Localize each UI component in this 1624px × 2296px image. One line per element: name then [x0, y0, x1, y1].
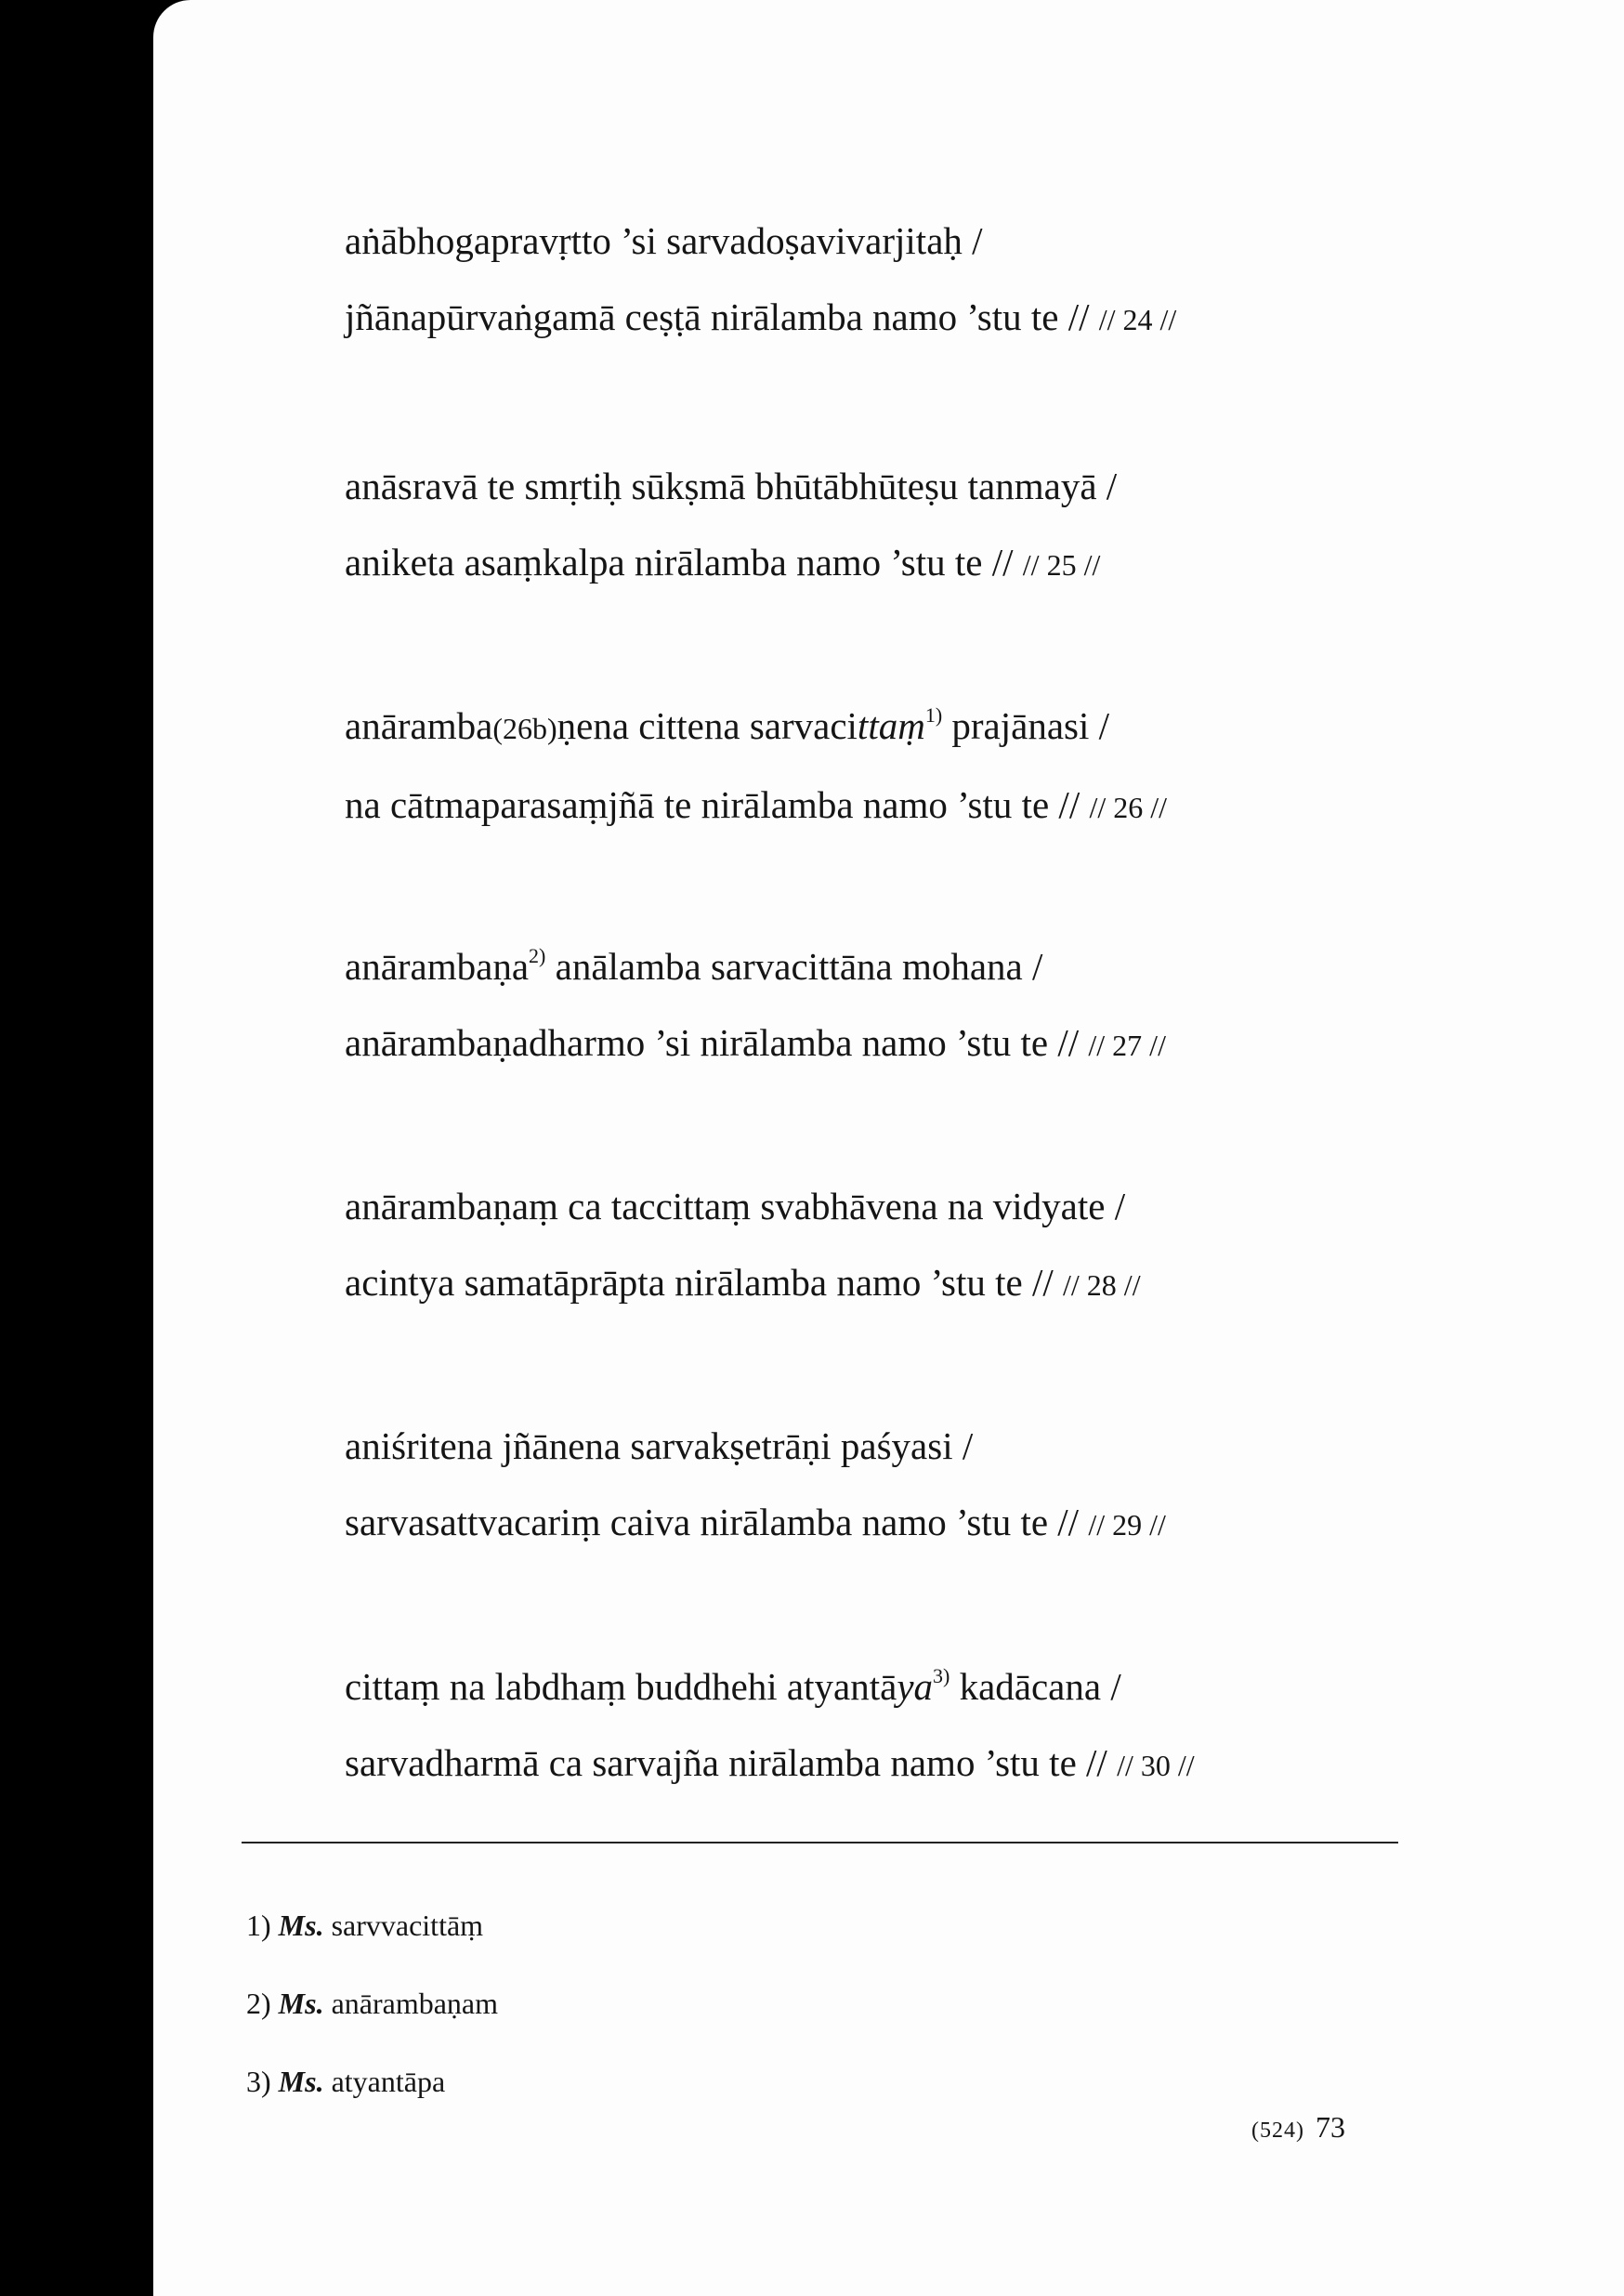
verse-line [345, 1408, 1166, 1484]
footnote-mark: 1) [246, 1909, 271, 1942]
manuscript-folio-ref: (26b) [492, 712, 557, 745]
verse-text: anāramba [345, 704, 493, 747]
verse-number-value: 28 [1086, 1268, 1117, 1302]
emended-text: ttaṃ [857, 704, 925, 747]
verse-line [345, 1648, 1195, 1725]
page-folio [1251, 2110, 1345, 2145]
emended-text: ya [897, 1665, 934, 1708]
verse-number: // 28 // [1063, 1268, 1141, 1302]
verse-30 [345, 1648, 1195, 1804]
verse-text: sarvadharmā ca sarvajña nirālamba namo ’stu te // [345, 1741, 1107, 1784]
footnote [246, 2042, 498, 2120]
page-number: 73 [1315, 2110, 1345, 2144]
verse-number: // 30 // [1117, 1749, 1195, 1782]
verse-text: aniśritena jñānena sarvakṣetrāṇi paśyasi / [345, 1424, 974, 1467]
original-page-ref: (524) [1251, 2119, 1304, 2143]
verse-text: kadācana / [950, 1665, 1121, 1708]
book-page [153, 0, 1624, 2296]
verse-text: prajānasi / [942, 704, 1110, 747]
footnote-text: sarvvacittāṃ [331, 1909, 484, 1942]
verse-number: // 25 // [1022, 548, 1101, 582]
verse-text: anārambaṇadharmo ’si nirālamba namo ’stu te // [345, 1021, 1080, 1064]
verse-line [345, 203, 1176, 279]
footnote-text: atyantāpa [331, 2065, 446, 2098]
verse-number: // 29 // [1088, 1508, 1166, 1542]
footnotes [246, 1886, 498, 2120]
verse-27 [345, 928, 1166, 1083]
footnote-marker: 1) [924, 703, 943, 727]
verse-line [345, 767, 1167, 846]
verse-24 [345, 203, 1176, 358]
footnote [246, 1964, 498, 2042]
verse-line [345, 1004, 1166, 1083]
verse-text: anārambaṇa [345, 945, 530, 988]
footnote-marker: 3) [933, 1664, 950, 1687]
footnote-text: anārambaṇam [331, 1987, 499, 2020]
verse-number-value: 24 [1122, 303, 1153, 336]
verse-number: // 27 // [1088, 1029, 1166, 1062]
manuscript-label: Ms. [278, 1909, 324, 1942]
verse-29 [345, 1408, 1166, 1563]
verse-line [345, 524, 1117, 603]
verse-text: acintya samatāprāpta nirālamba namo ’stu te // [345, 1261, 1054, 1304]
footnote-mark: 2) [246, 1987, 271, 2020]
footnote-divider [242, 1842, 1398, 1843]
verse-line [345, 1168, 1141, 1244]
verse-number: // 26 // [1089, 791, 1168, 824]
verse-line [345, 928, 1166, 1004]
verse-line [345, 688, 1167, 767]
verse-text: na cātmaparasaṃjñā te nirālamba namo ’stu te // [345, 783, 1080, 826]
verse-number-value: 30 [1140, 1749, 1171, 1782]
verse-number-value: 25 [1046, 548, 1077, 582]
verse-line [345, 1725, 1195, 1804]
verse-text: anārambaṇaṃ ca taccittaṃ svabhāvena na vidyate / [345, 1185, 1126, 1227]
manuscript-label: Ms. [278, 1987, 324, 2020]
verse-number-value: 26 [1113, 791, 1144, 824]
verse-text: ṇena cittena sarvaci [557, 704, 858, 747]
verse-28 [345, 1168, 1141, 1323]
verse-line [345, 279, 1176, 358]
verse-line [345, 448, 1117, 524]
footnote [246, 1886, 498, 1964]
verse-number-value: 29 [1112, 1508, 1143, 1542]
footnote-mark: 3) [246, 2065, 271, 2098]
verse-text: anāsravā te smṛtiḥ sūkṣmā bhūtābhūteṣu tanmayā / [345, 465, 1118, 507]
verse-26 [345, 688, 1167, 846]
verse-text: anālamba sarvacittāna mohana / [545, 945, 1043, 988]
verse-number-value: 27 [1112, 1029, 1143, 1062]
verse-number: // 24 // [1098, 303, 1177, 336]
verse-25 [345, 448, 1117, 603]
verse-line [345, 1244, 1141, 1323]
verse-text: sarvasattvacariṃ caiva nirālamba namo ’stu te // [345, 1501, 1080, 1543]
manuscript-label: Ms. [278, 2065, 324, 2098]
verse-line [345, 1484, 1166, 1563]
verse-text: aniketa asaṃkalpa nirālamba namo ’stu te // [345, 541, 1014, 584]
footnote-marker: 2) [529, 944, 546, 967]
verse-text: aṅābhogapravṛtto ’si sarvadoṣavivarjitaḥ / [345, 219, 983, 262]
verse-text: jñānapūrvaṅgamā ceṣṭā nirālamba namo ’stu te // [345, 295, 1090, 338]
verse-text: cittaṃ na labdhaṃ buddhehi atyantā [345, 1665, 897, 1708]
